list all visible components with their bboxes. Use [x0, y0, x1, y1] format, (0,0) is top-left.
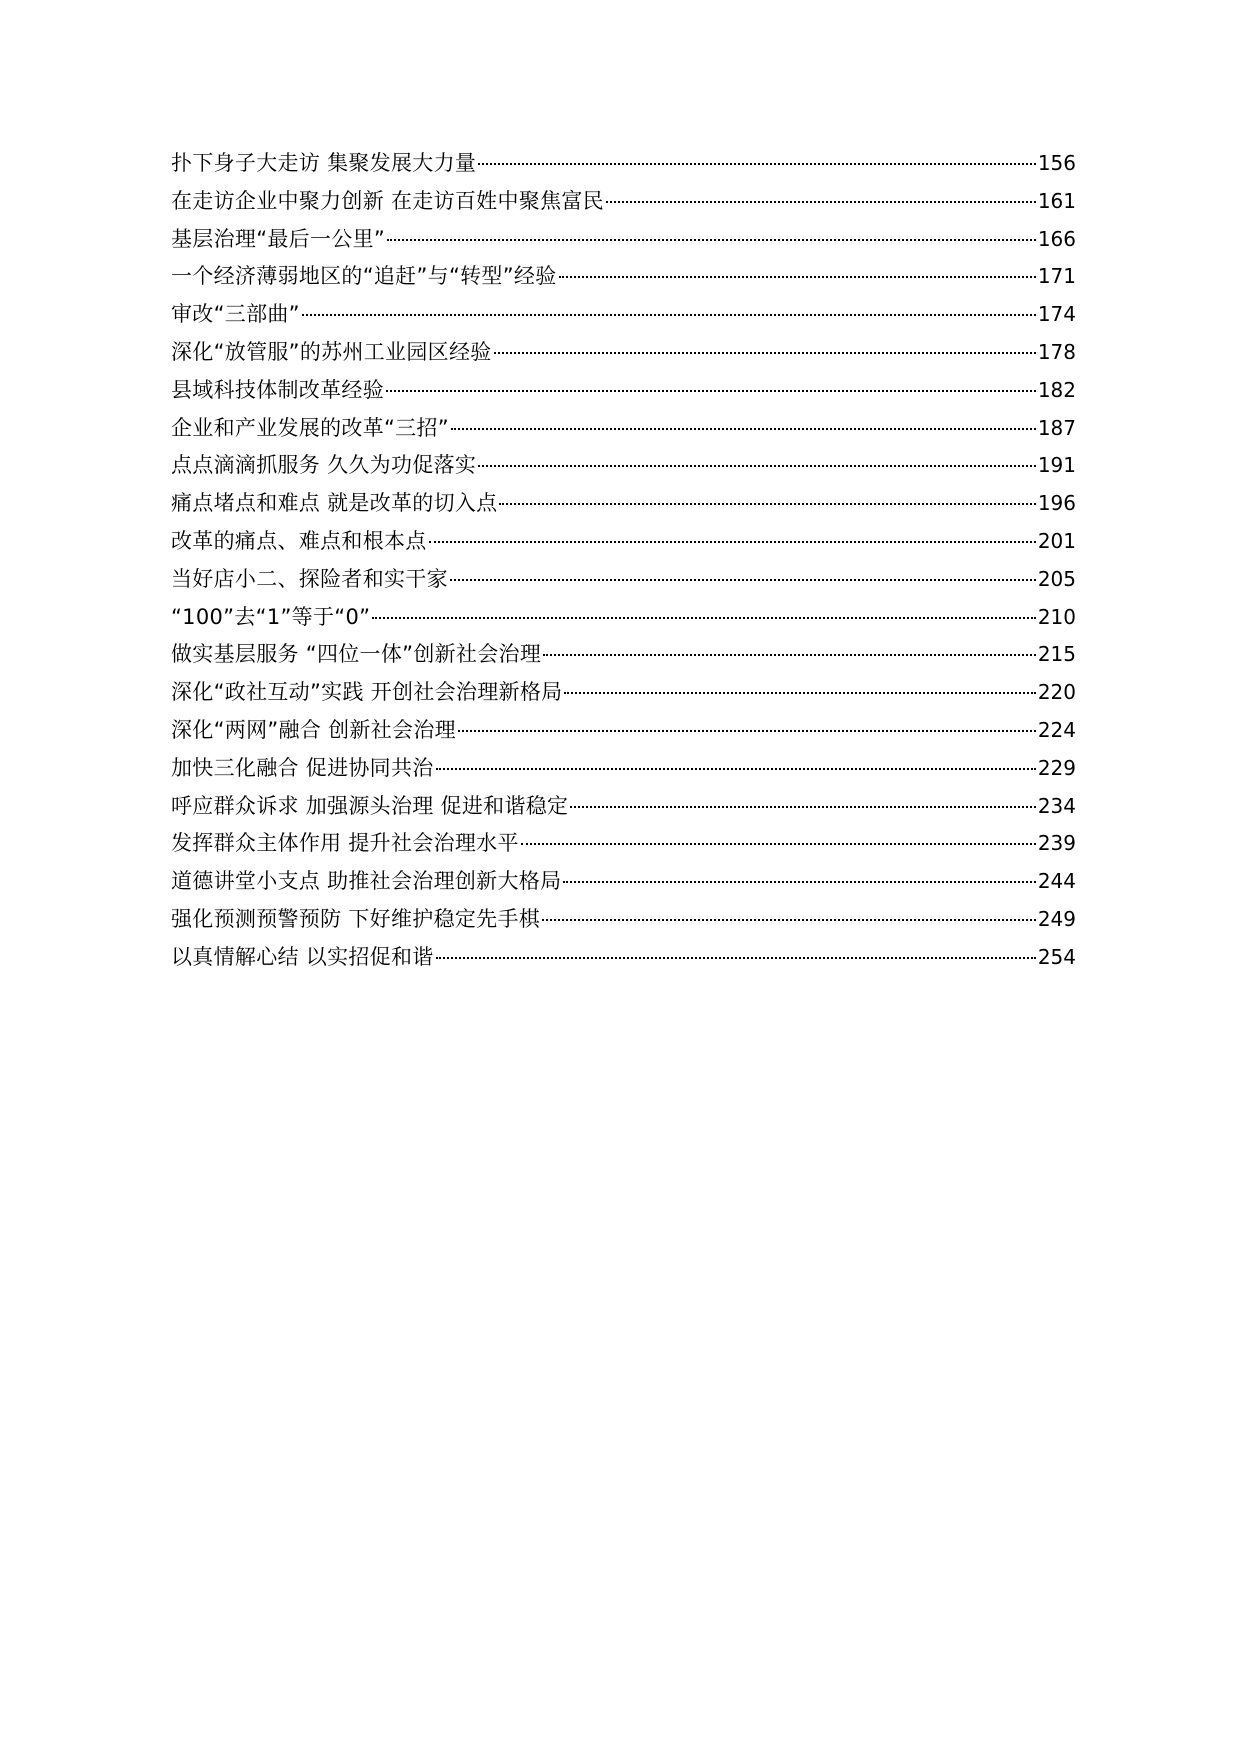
- toc-entry-page: 210: [1037, 604, 1076, 629]
- toc-entry[interactable]: [171, 636, 1076, 674]
- toc-entry[interactable]: [171, 296, 1076, 334]
- toc-entry[interactable]: [171, 145, 1076, 183]
- toc-dot-leader: [494, 352, 1036, 354]
- toc-entry[interactable]: [171, 674, 1076, 712]
- toc-entry-page: 196: [1037, 491, 1076, 516]
- toc-entry-title: 做实基层服务 “四位一体”创新社会治理: [171, 642, 542, 667]
- toc-entry-title: 基层治理“最后一公里”: [171, 226, 386, 251]
- toc-entry-page: 178: [1037, 339, 1076, 364]
- toc-entry-page: 171: [1037, 264, 1076, 289]
- toc-entry[interactable]: [171, 183, 1076, 221]
- toc-entry-page: 205: [1037, 566, 1076, 591]
- toc-entry[interactable]: [171, 258, 1076, 296]
- toc-dot-leader: [521, 843, 1036, 845]
- toc-entry-page: 191: [1037, 453, 1076, 478]
- toc-entry-title: 点点滴滴抓服务 久久为功促落实: [171, 453, 477, 478]
- toc-entry-title: 一个经济薄弱地区的“追赶”与“转型”经验: [171, 264, 557, 289]
- toc-entry-page: 215: [1037, 642, 1076, 667]
- toc-entry-page: 174: [1037, 302, 1076, 327]
- toc-entry-title: “100”去“1”等于“0”: [171, 604, 371, 629]
- toc-entry-page: 166: [1037, 226, 1076, 251]
- toc-dot-leader: [302, 314, 1036, 316]
- toc-entry[interactable]: [171, 599, 1076, 637]
- toc-dot-leader: [436, 768, 1036, 770]
- toc-entry-page: 244: [1037, 869, 1076, 894]
- toc-dot-leader: [606, 201, 1036, 203]
- toc-entry-title: 深化“两网”融合 创新社会治理: [171, 717, 456, 742]
- toc-entry-title: 改革的痛点、难点和根本点: [171, 528, 427, 553]
- toc-entry[interactable]: [171, 410, 1076, 448]
- toc-entry-title: 深化“政社互动”实践 开创社会治理新格局: [171, 680, 563, 705]
- toc-dot-leader: [563, 881, 1035, 883]
- toc-entry-page: 254: [1037, 944, 1076, 969]
- toc-entry-title: 呼应群众诉求 加强源头治理 促进和谐稳定: [171, 793, 569, 818]
- toc-entry-title: 当好店小二、探险者和实干家: [171, 566, 448, 591]
- toc-entry[interactable]: [171, 863, 1076, 901]
- toc-entry-page: 239: [1037, 831, 1076, 856]
- toc-entry[interactable]: [171, 447, 1076, 485]
- toc-entry[interactable]: [171, 334, 1076, 372]
- table-of-contents: [171, 145, 1076, 977]
- toc-dot-leader: [478, 163, 1036, 165]
- toc-dot-leader: [499, 503, 1035, 505]
- toc-entry[interactable]: [171, 561, 1076, 599]
- toc-entry-page: 229: [1037, 755, 1076, 780]
- toc-dot-leader: [450, 579, 1036, 581]
- toc-entry[interactable]: [171, 372, 1076, 410]
- toc-dot-leader: [429, 541, 1036, 543]
- toc-entry-title: 企业和产业发展的改革“三招”: [171, 415, 449, 440]
- toc-entry-page: 161: [1037, 188, 1076, 213]
- toc-entry[interactable]: [171, 901, 1076, 939]
- toc-entry[interactable]: [171, 788, 1076, 826]
- toc-entry[interactable]: [171, 712, 1076, 750]
- toc-entry-title: 强化预测预警预防 下好维护稳定先手棋: [171, 906, 541, 931]
- toc-entry-page: 234: [1037, 793, 1076, 818]
- toc-entry-title: 审改“三部曲”: [171, 302, 300, 327]
- toc-dot-leader: [458, 730, 1036, 732]
- toc-entry[interactable]: [171, 939, 1076, 977]
- toc-dot-leader: [559, 276, 1036, 278]
- toc-dot-leader: [372, 617, 1036, 619]
- toc-entry-page: 182: [1037, 377, 1076, 402]
- toc-dot-leader: [570, 806, 1035, 808]
- toc-entry-page: 156: [1037, 151, 1076, 175]
- toc-entry-title: 县域科技体制改革经验: [171, 377, 384, 402]
- toc-entry-page: 201: [1037, 528, 1076, 553]
- toc-dot-leader: [542, 919, 1036, 921]
- toc-dot-leader: [543, 654, 1036, 656]
- toc-dot-leader: [436, 957, 1036, 959]
- toc-entry-title: 痛点堵点和难点 就是改革的切入点: [171, 491, 498, 516]
- toc-entry-page: 249: [1037, 906, 1076, 931]
- toc-entry[interactable]: [171, 825, 1076, 863]
- toc-dot-leader: [478, 465, 1036, 467]
- toc-entry[interactable]: [171, 750, 1076, 788]
- toc-entry-title: 深化“放管服”的苏州工业园区经验: [171, 339, 492, 364]
- toc-entry[interactable]: [171, 523, 1076, 561]
- toc-entry-title: 扑下身子大走访 集聚发展大力量: [171, 151, 477, 175]
- toc-entry-title: 以真情解心结 以实招促和谐: [171, 944, 434, 969]
- toc-dot-leader: [564, 692, 1035, 694]
- toc-entry[interactable]: [171, 221, 1076, 259]
- toc-entry[interactable]: [171, 485, 1076, 523]
- toc-dot-leader: [451, 428, 1036, 430]
- toc-entry-title: 加快三化融合 促进协同共治: [171, 755, 434, 780]
- toc-dot-leader: [386, 390, 1036, 392]
- toc-entry-title: 发挥群众主体作用 提升社会治理水平: [171, 831, 519, 856]
- toc-entry-page: 187: [1037, 415, 1076, 440]
- toc-entry-title: 道德讲堂小支点 助推社会治理创新大格局: [171, 869, 562, 894]
- toc-entry-page: 224: [1037, 717, 1076, 742]
- toc-dot-leader: [387, 239, 1036, 241]
- toc-entry-title: 在走访企业中聚力创新 在走访百姓中聚焦富民: [171, 188, 604, 213]
- toc-entry-page: 220: [1037, 680, 1076, 705]
